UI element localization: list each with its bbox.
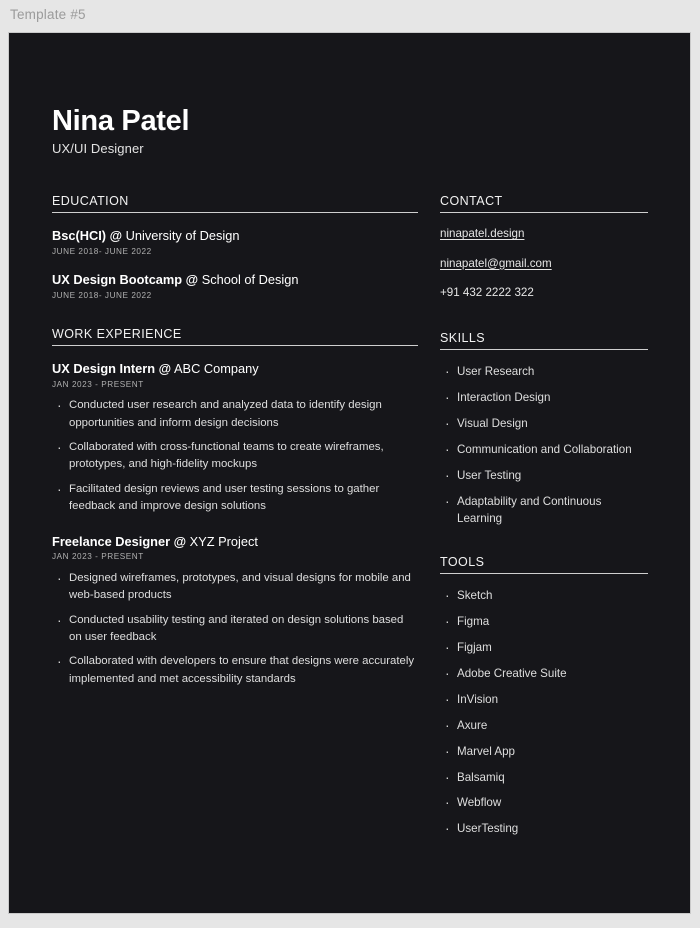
work-date: JAN 2023 - PRESENT <box>52 379 144 389</box>
education-institution: School of Design <box>201 272 299 288</box>
work-bullet-list <box>52 570 418 688</box>
skill-item: · User Testing <box>440 467 648 484</box>
work-entry <box>52 360 418 515</box>
tools-list <box>440 587 648 837</box>
work-entry-heading <box>52 533 418 550</box>
contact-item-phone: +91 432 2222 322 <box>440 285 534 299</box>
tool-item: · Sketch <box>440 587 648 604</box>
work-company: ABC Company <box>174 361 259 377</box>
resume-content <box>52 105 657 838</box>
skill-item: · Interaction Design <box>440 389 648 406</box>
work-role: Freelance Designer @ <box>52 534 187 550</box>
skills-heading: SKILLS <box>440 331 648 350</box>
contact-heading: CONTACT <box>440 194 648 213</box>
work-bullet: · Collaborated with developers to ensure that designs were accurately implemented and met accessibility standards <box>52 653 418 688</box>
work-bullet: · Designed wireframes, prototypes, and visual designs for mobile and web-based products <box>52 570 418 605</box>
contact-item-email <box>440 256 648 272</box>
education-entry <box>52 271 418 301</box>
work-bullet: · Conducted usability testing and iterated on design solutions based on user feedback <box>52 612 418 647</box>
tool-item: · Webflow <box>440 794 648 811</box>
education-date: JUNE 2018- JUNE 2022 <box>52 290 152 300</box>
tool-item: · Adobe Creative Suite <box>440 665 648 682</box>
work-entry <box>52 533 418 688</box>
skills-list <box>440 363 648 527</box>
website-link[interactable]: ninapatel.design <box>440 227 525 241</box>
left-column <box>52 194 418 688</box>
contact-item-website <box>440 226 648 242</box>
template-label: Template #5 <box>10 7 86 22</box>
contact-list <box>440 226 648 301</box>
education-date: JUNE 2018- JUNE 2022 <box>52 246 152 256</box>
education-entry-heading <box>52 227 418 244</box>
tool-item: · Figma <box>440 613 648 630</box>
resume-columns <box>52 194 657 837</box>
tool-item: · UserTesting <box>440 820 648 837</box>
education-section <box>52 194 418 301</box>
contact-section <box>440 194 648 301</box>
skill-item: · User Research <box>440 363 648 380</box>
work-bullet: · Conducted user research and analyzed data to identify design opportunities and inform design decisions <box>52 397 418 432</box>
tool-item: · Figjam <box>440 639 648 656</box>
work-role: UX Design Intern @ <box>52 361 172 377</box>
education-entry-heading <box>52 271 418 288</box>
skill-item: · Communication and Collaboration <box>440 441 648 458</box>
work-experience-section <box>52 327 418 688</box>
work-bullet: · Facilitated design reviews and user testing sessions to gather feedback and improve design solutions <box>52 481 418 516</box>
tool-item: · InVision <box>440 691 648 708</box>
skills-section <box>440 331 648 527</box>
work-bullet-list <box>52 397 418 515</box>
tools-heading: TOOLS <box>440 555 648 574</box>
work-bullet: · Collaborated with cross-functional teams to create wireframes, prototypes, and high-fidelity mockups <box>52 439 418 474</box>
tools-section <box>440 555 648 837</box>
education-heading: EDUCATION <box>52 194 418 213</box>
education-entry <box>52 227 418 257</box>
resume-card <box>9 33 690 913</box>
candidate-title: UX/UI Designer <box>52 141 144 157</box>
tool-item: · Axure <box>440 717 648 734</box>
candidate-name: Nina Patel <box>52 105 190 137</box>
education-institution: University of Design <box>125 228 240 244</box>
tool-item: · Balsamiq <box>440 769 648 786</box>
skill-item: · Visual Design <box>440 415 648 432</box>
work-date: JAN 2023 - PRESENT <box>52 552 144 562</box>
education-degree: Bsc(HCI) @ <box>52 228 123 244</box>
resume-header <box>52 105 657 156</box>
email-link[interactable]: ninapatel@gmail.com <box>440 256 552 270</box>
work-entry-heading <box>52 360 418 377</box>
education-degree: UX Design Bootcamp @ <box>52 272 199 288</box>
work-experience-heading: WORK EXPERIENCE <box>52 327 418 346</box>
right-column <box>440 194 648 837</box>
work-company: XYZ Project <box>189 534 258 550</box>
skill-item: · Adaptability and Continuous Learning <box>440 493 648 528</box>
tool-item: · Marvel App <box>440 743 648 760</box>
